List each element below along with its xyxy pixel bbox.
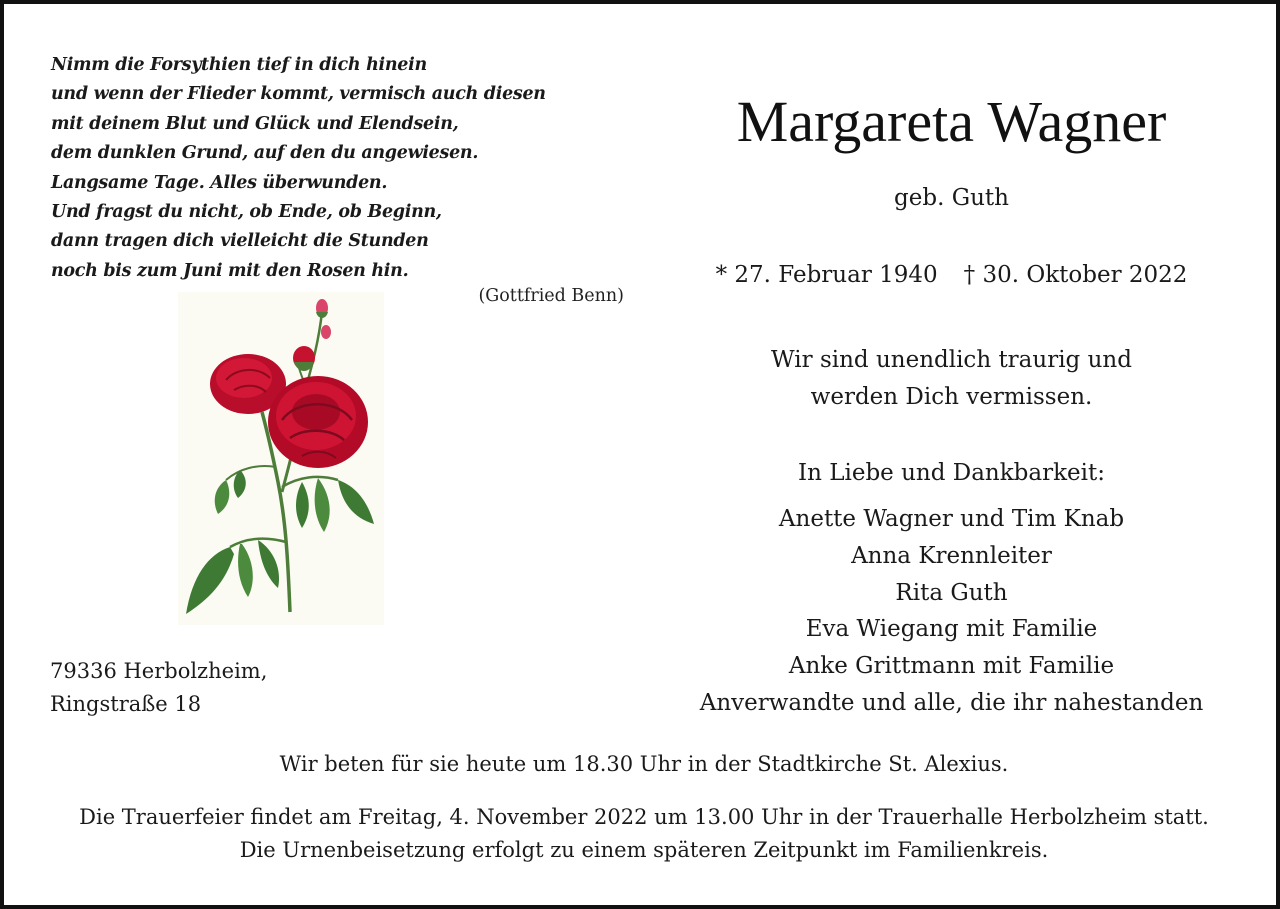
birth-date: * 27. Februar 1940 <box>715 262 938 288</box>
poem <box>51 51 631 286</box>
gratitude-heading: In Liebe und Dankbarkeit: <box>798 460 1105 486</box>
poem-line: Langsame Tage. Alles überwunden. <box>51 172 388 193</box>
poem-line: und wenn der Flieder kommt, vermisch auch diesen <box>51 84 546 105</box>
red-rose-illustration-icon <box>178 292 384 625</box>
life-dates <box>654 258 1249 292</box>
family-member: Anna Krennleiter <box>851 542 1052 569</box>
family-member: Anke Grittmann mit Familie <box>788 653 1115 680</box>
address-line: 79336 Herbolzheim, <box>50 659 268 683</box>
mourning-text <box>654 342 1249 416</box>
poem-line: noch bis zum Juni mit den Rosen hin. <box>51 260 409 281</box>
poem-line: Und fragst du nicht, ob Ende, ob Beginn, <box>51 202 442 223</box>
poem-line: dem dunklen Grund, auf den du angewiesen. <box>51 143 479 164</box>
maiden-name: geb. Guth <box>894 185 1009 211</box>
address <box>50 655 370 721</box>
mourning-line: Wir sind unendlich traurig und <box>771 347 1132 373</box>
poem-line: mit deinem Blut und Glück und Elendsein, <box>51 113 459 134</box>
family-member: Rita Guth <box>895 579 1008 606</box>
deceased-name: Margareta Wagner <box>736 89 1167 154</box>
family-member: Eva Wiegang mit Familie <box>805 616 1098 643</box>
poem-line: dann tragen dich vielleicht die Stunden <box>51 231 429 252</box>
family-member: Anette Wagner und Tim Knab <box>778 506 1125 532</box>
family-member: Anverwandte und alle, die ihr nahestanden <box>699 689 1204 716</box>
burial-line: Die Urnenbeisetzung erfolgt zu einem späteren Zeitpunkt im Familienkreis. <box>239 838 1049 862</box>
death-date: † 30. Oktober 2022 <box>963 262 1188 288</box>
poem-author: (Gottfried Benn) <box>478 286 624 306</box>
prayer-notice: Wir beten für sie heute um 18.30 Uhr in der Stadtkirche St. Alexius. <box>279 752 1009 776</box>
funeral-notice <box>4 801 1280 867</box>
family-list <box>654 501 1249 722</box>
funeral-line: Die Trauerfeier findet am Freitag, 4. November 2022 um 13.00 Uhr in der Trauerhalle Herbolzheim statt. <box>79 805 1209 829</box>
address-line: Ringstraße 18 <box>50 692 202 716</box>
poem-line: Nimm die Forsythien tief in dich hinein <box>51 55 427 75</box>
mourning-line: werden Dich vermissen. <box>810 384 1093 410</box>
